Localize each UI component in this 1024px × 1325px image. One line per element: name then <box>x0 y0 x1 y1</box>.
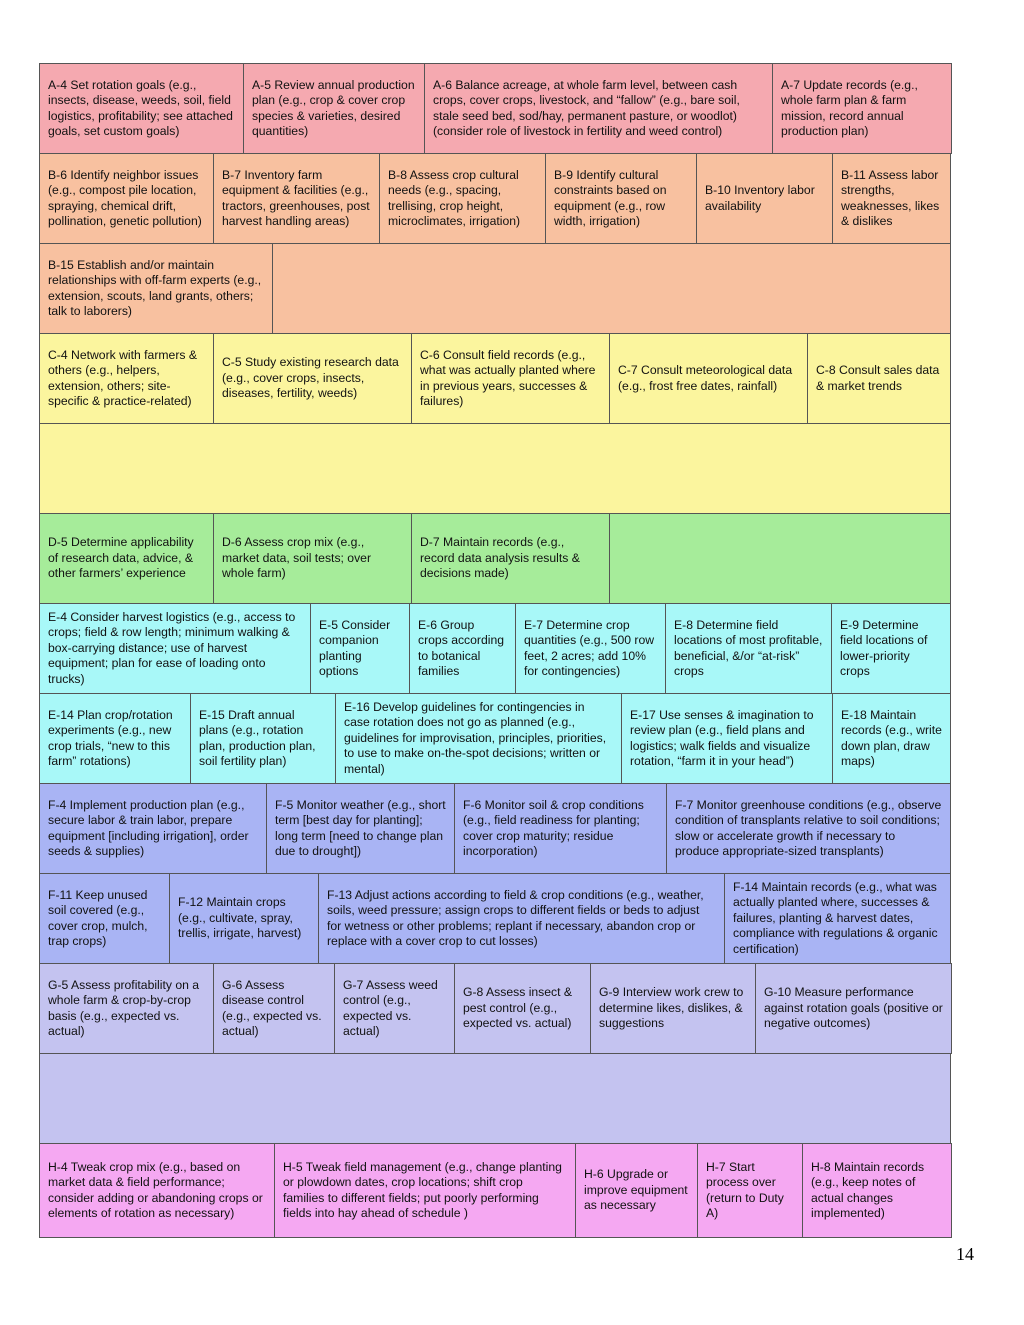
row-b-continued <box>39 243 951 334</box>
task-cell: B-7 Inventory farm equipment & facilities (e.g., tractors, greenhouses, post harvest handling areas) <box>213 153 380 244</box>
row-g <box>39 963 951 1054</box>
task-cell: F-6 Monitor soil & crop conditions (e.g., field readiness for planting; cover crop maturity; residue incorporation) <box>454 783 667 874</box>
task-cell: H-5 Tweak field management (e.g., change planting or plowdown dates, crop locations; shift crop families to different fields; put poorly performing fields into hay ahead of schedule ) <box>274 1143 576 1238</box>
task-cell: B-10 Inventory labor availability <box>696 153 833 244</box>
task-cell: D-6 Assess crop mix (e.g., market data, soil tests; over whole farm) <box>213 513 412 604</box>
task-cell: C-8 Consult sales data & market trends <box>807 333 951 424</box>
task-cell: F-14 Maintain records (e.g., what was actually planted where, successes & failures, planting & harvest dates, compliance with regulations & organic certification) <box>724 873 951 964</box>
task-cell: B-8 Assess crop cultural needs (e.g., spacing, trellising, crop height, microclimates, irrigation) <box>379 153 546 244</box>
row-d <box>39 513 951 604</box>
task-cell: B-9 Identify cultural constraints based on equipment (e.g., row width, irrigation) <box>545 153 697 244</box>
task-cell: E-9 Determine field locations of lower-priority crops <box>831 603 951 694</box>
task-cell: E-6 Group crops according to botanical families <box>409 603 516 694</box>
empty-cell <box>272 243 951 334</box>
empty-cell <box>609 513 951 604</box>
task-cell: A-4 Set rotation goals (e.g., insects, disease, weeds, soil, field logistics, profitability; see attached goals, set custom goals) <box>39 63 244 154</box>
task-cell: E-15 Draft annual plans (e.g., rotation plan, production plan, soil fertility plan) <box>190 693 336 784</box>
task-cell: A-7 Update records (e.g., whole farm plan & farm mission, record annual production plan) <box>772 63 952 154</box>
task-cell: D-7 Maintain records (e.g., record data analysis results & decisions made) <box>411 513 610 604</box>
task-cell: E-17 Use senses & imagination to review plan (e.g., field plans and logistics; walk fields and visualize rotation, “farm it in your head”) <box>621 693 833 784</box>
task-cell: F-12 Maintain crops (e.g., cultivate, spray, trellis, irrigate, harvest) <box>169 873 319 964</box>
task-cell: C-7 Consult meteorological data (e.g., frost free dates, rainfall) <box>609 333 808 424</box>
row-h <box>39 1143 951 1238</box>
task-cell: H-6 Upgrade or improve equipment as necessary <box>575 1143 698 1238</box>
task-cell: B-15 Establish and/or maintain relationships with off-farm experts (e.g., extension, scouts, land grants, others; talk to laborers) <box>39 243 273 334</box>
task-cell: E-14 Plan crop/rotation experiments (e.g., new crop trials, “new to this farm” rotations) <box>39 693 191 784</box>
row-a <box>39 63 951 154</box>
task-cell: E-5 Consider companion planting options <box>310 603 410 694</box>
task-cell: G-8 Assess insect & pest control (e.g., expected vs. actual) <box>454 963 591 1054</box>
empty-cell <box>39 1053 951 1144</box>
task-cell: G-5 Assess profitability on a whole farm & crop-by-crop basis (e.g., expected vs. actual) <box>39 963 214 1054</box>
task-cell: A-6 Balance acreage, at whole farm level, between cash crops, cover crops, livestock, and “fallow” (e.g., bare soil, stale seed bed, sod/hay, permanent pasture, or woodlot)(consider role of livestock in fertility and weed control) <box>424 63 773 154</box>
task-cell: C-5 Study existing research data (e.g., cover crops, insects, diseases, fertility, weeds) <box>213 333 412 424</box>
task-cell: F-4 Implement production plan (e.g., secure labor & train labor, prepare equipment [including irrigation], order seeds & supplies) <box>39 783 267 874</box>
task-cell: C-4 Network with farmers & others (e.g., helpers, extension, others; site-specific & practice-related) <box>39 333 214 424</box>
task-cell: F-11 Keep unused soil covered (e.g., cover crop, mulch, trap crops) <box>39 873 170 964</box>
row-c-blank <box>39 423 951 514</box>
task-cell: H-4 Tweak crop mix (e.g., based on market data & field performance; consider adding or abandoning crops or elements of rotation as necessary) <box>39 1143 275 1238</box>
row-f <box>39 783 951 874</box>
task-cell: A-5 Review annual production plan (e.g., crop & cover crop species & varieties, desired quantities) <box>243 63 425 154</box>
empty-cell <box>39 423 951 514</box>
task-cell: B-6 Identify neighbor issues (e.g., compost pile location, spraying, chemical drift, pollination, genetic pollution) <box>39 153 214 244</box>
task-cell: F-7 Monitor greenhouse conditions (e.g., observe condition of transplants relative to soil conditions; slow or accelerate growth if necessary to produce appropriate-sized transplants) <box>666 783 951 874</box>
task-cell: B-11 Assess labor strengths, weaknesses, likes & dislikes <box>832 153 951 244</box>
task-cell: F-13 Adjust actions according to field & crop conditions (e.g., weather, soils, weed pressure; assign crops to different fields or beds to adjust for wetness or other problems; replant if necessary, abandon crop or replace with a cover crop to cut losses) <box>318 873 725 964</box>
task-cell: E-4 Consider harvest logistics (e.g., access to crops; field & row length; minimum walking & box-carrying distance; use of harvest equipment; plan for ease of loading onto trucks) <box>39 603 311 694</box>
task-cell: E-16 Develop guidelines for contingencies in case rotation does not go as planned (e.g., guidelines for improvisation, principles, priorities, to use to make on-the-spot decisions; written or mental) <box>335 693 622 784</box>
row-g-blank <box>39 1053 951 1144</box>
page-number: 14 <box>956 1244 974 1264</box>
task-cell: G-9 Interview work crew to determine likes, dislikes, & suggestions <box>590 963 756 1054</box>
row-e <box>39 603 951 694</box>
task-cell: G-7 Assess weed control (e.g., expected vs. actual) <box>334 963 455 1054</box>
task-cell: E-8 Determine field locations of most profitable, beneficial, &/or “at-risk” crops <box>665 603 832 694</box>
task-cell: C-6 Consult field records (e.g., what was actually planted where in previous years, successes & failures) <box>411 333 610 424</box>
task-cell: H-7 Start process over (return to Duty A) <box>697 1143 803 1238</box>
row-c <box>39 333 951 424</box>
task-cell: D-5 Determine applicability of research data, advice, & other farmers’ experience <box>39 513 214 604</box>
row-f-continued <box>39 873 951 964</box>
task-cell: E-7 Determine crop quantities (e.g., 500 row feet, 2 acres; add 10% for contingencies) <box>515 603 666 694</box>
row-b <box>39 153 951 244</box>
row-e-continued <box>39 693 951 784</box>
task-cell: G-10 Measure performance against rotation goals (positive or negative outcomes) <box>755 963 952 1054</box>
task-cell: G-6 Assess disease control (e.g., expected vs. actual) <box>213 963 335 1054</box>
task-cell: E-18 Maintain records (e.g., write down plan, draw maps) <box>832 693 951 784</box>
task-cell: F-5 Monitor weather (e.g., short term [best day for planting]; long term [need to change plan due to drought]) <box>266 783 455 874</box>
task-cell: H-8 Maintain records (e.g., keep notes of actual changes implemented) <box>802 1143 952 1238</box>
